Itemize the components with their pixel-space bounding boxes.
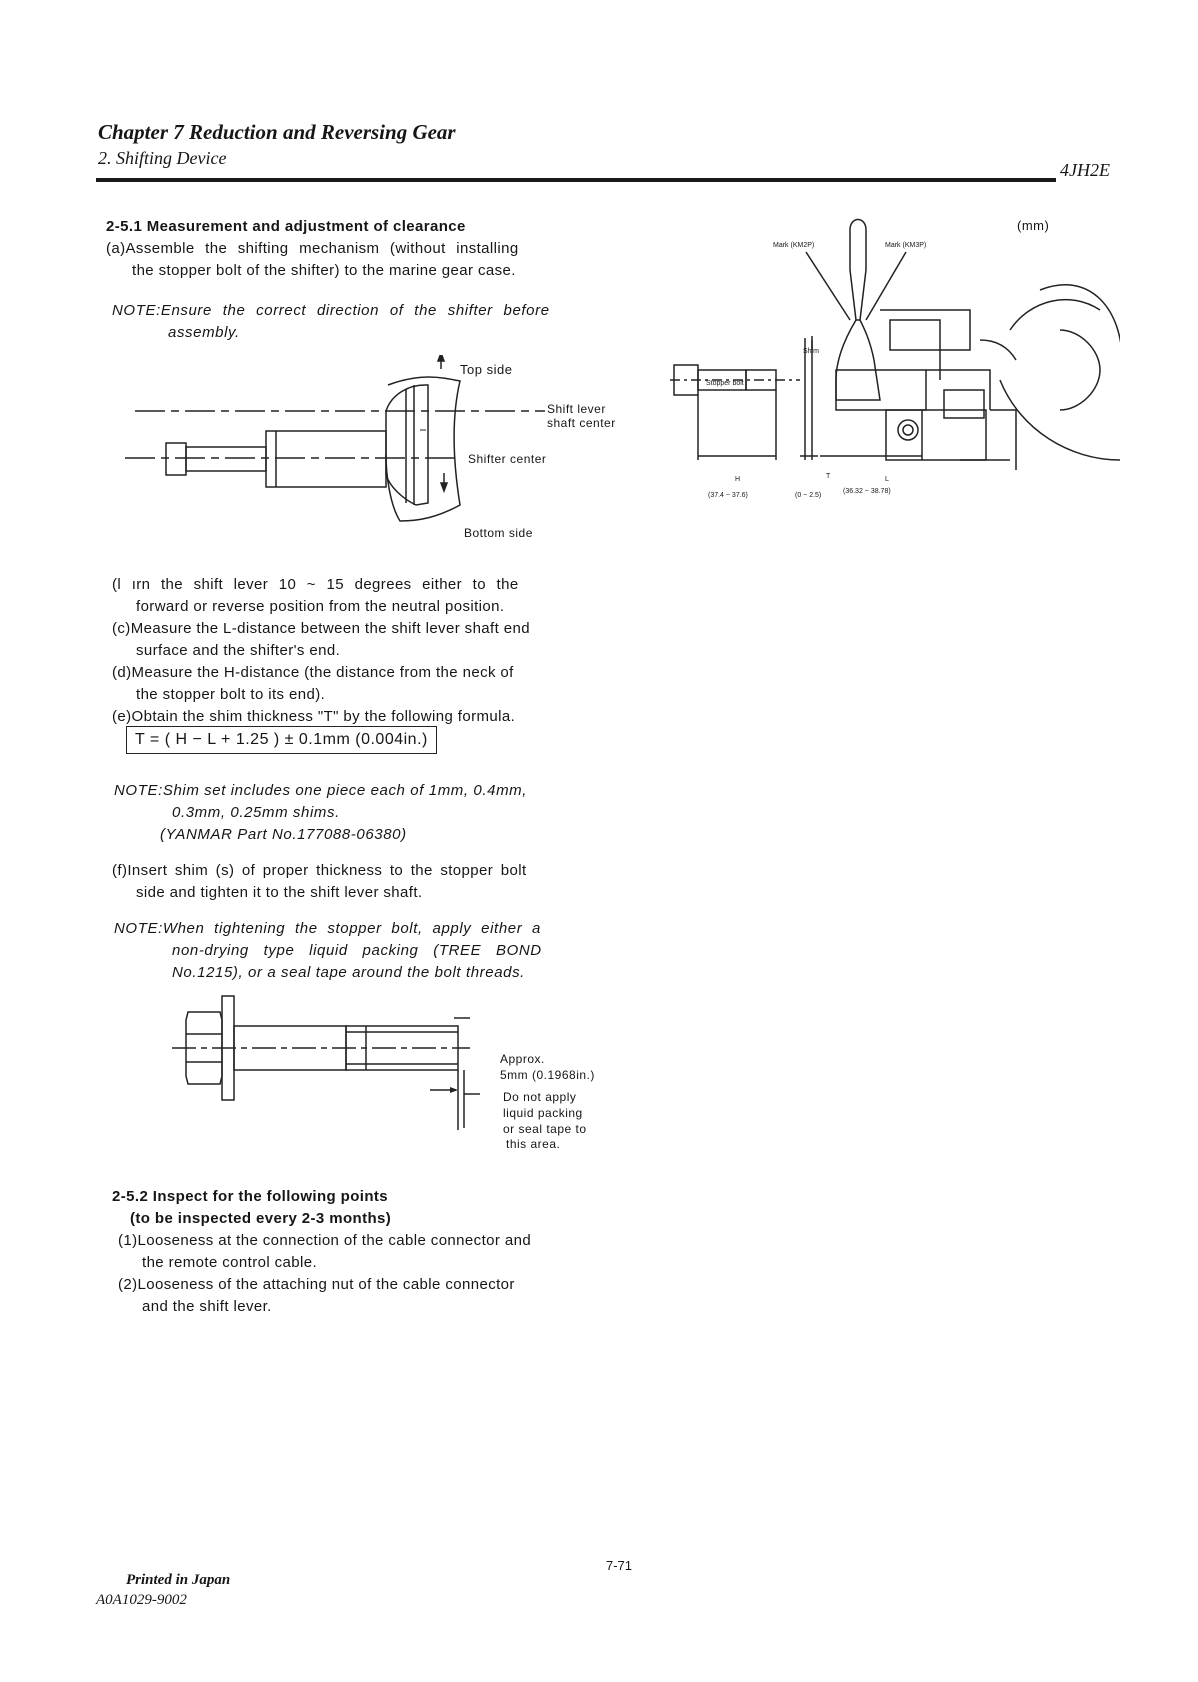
step-d-line2: the stopper bolt to its end). [136,686,326,703]
step-b-line2: forward or reverse position from the neutral position. [136,598,505,615]
footer-printed: Printed in Japan [126,1572,231,1588]
shifter-diagram [120,355,640,545]
label-5mm: 5mm (0.1968in.) [500,1068,595,1082]
label-shift-lever-2: shaft center [547,416,616,430]
section-2-5-1-title: 2-5.1 Measurement and adjustment of clearance [106,218,466,235]
step-a-line1: (a)Assemble the shifting mechanism (without installing [106,240,519,257]
label-bottom-side: Bottom side [464,526,533,540]
note-3-line2: non-drying type liquid packing (TREE BOND [172,942,542,959]
step-c-line1: (c)Measure the L-distance between the shift lever shaft end [112,620,530,637]
section-title: 2. Shifting Device [98,148,227,168]
point-2-line2: and the shift lever. [142,1298,272,1315]
label-h-range: (37.4 ~ 37.6) [708,492,748,499]
header-rule [96,178,1056,182]
note-1-line2: assembly. [168,324,240,341]
note-2-line3: (YANMAR Part No.177088-06380) [160,826,407,843]
model-code: 4JH2E [1060,160,1110,180]
chapter-title: Chapter 7 Reduction and Reversing Gear [98,120,456,144]
note-2-line2: 0.3mm, 0.25mm shims. [172,804,340,821]
shim-formula: T = ( H − L + 1.25 ) ± 0.1mm (0.004in.) [126,726,437,754]
step-d-line1: (d)Measure the H-distance (the distance from the neck of [112,664,514,681]
note-3-line3: No.1215), or a seal tape around the bolt threads. [172,964,525,981]
point-2-line1: (2)Looseness of the attaching nut of the cable connector [118,1276,515,1293]
assembly-diagram [660,210,1120,510]
label-mark-km3p: Mark (KM3P) [885,242,927,249]
bolt-diagram [170,990,510,1160]
step-a-line2: the stopper bolt of the shifter) to the marine gear case. [132,262,516,279]
point-1-line1: (1)Looseness at the connection of the cable connector and [118,1232,532,1249]
section-2-5-2-subtitle: (to be inspected every 2-3 months) [130,1210,392,1227]
label-shift-lever-1: Shift lever [547,402,606,416]
note-2-line1: NOTE:Shim set includes one piece each of 1mm, 0.4mm, [114,782,528,799]
note-1-line1: NOTE:Ensure the correct direction of the shifter before [112,302,550,319]
label-h: H [735,476,741,483]
step-b-line1: (l ırn the shift lever 10 ~ 15 degrees either to the [112,576,519,593]
note-3-line1: NOTE:When tightening the stopper bolt, apply either a [114,920,542,937]
label-do-not-apply-4: this area. [506,1137,561,1151]
step-e-line1: (e)Obtain the shim thickness "T" by the following formula. [112,708,516,725]
step-c-line2: surface and the shifter's end. [136,642,341,659]
label-l-range: (36.32 ~ 38.78) [843,488,891,495]
label-t-range: (0 ~ 2.5) [795,492,822,499]
page-number: 7-71 [606,1558,633,1573]
label-mark-km2p: Mark (KM2P) [773,242,815,249]
label-do-not-apply-1: Do not apply [503,1090,577,1104]
label-approx: Approx. [500,1052,545,1066]
step-f-line2: side and tighten it to the shift lever shaft. [136,884,423,901]
label-l: L [885,476,889,483]
label-shim: Shim [803,348,819,355]
label-t: T [826,473,831,480]
label-unit-mm: (mm) [1017,218,1050,233]
label-shifter-center: Shifter center [468,452,547,466]
label-stopper-bolt: Stopper bolt [706,380,744,387]
label-do-not-apply-3: or seal tape to [503,1122,587,1136]
point-1-line2: the remote control cable. [142,1254,318,1271]
label-top-side: Top side [460,362,513,377]
section-2-5-2-title: 2-5.2 Inspect for the following points [112,1188,389,1205]
footer-code: A0A1029-9002 [96,1592,187,1608]
label-do-not-apply-2: liquid packing [503,1106,583,1120]
step-f-line1: (f)Insert shim (s) of proper thickness to the stopper bolt [112,862,527,879]
